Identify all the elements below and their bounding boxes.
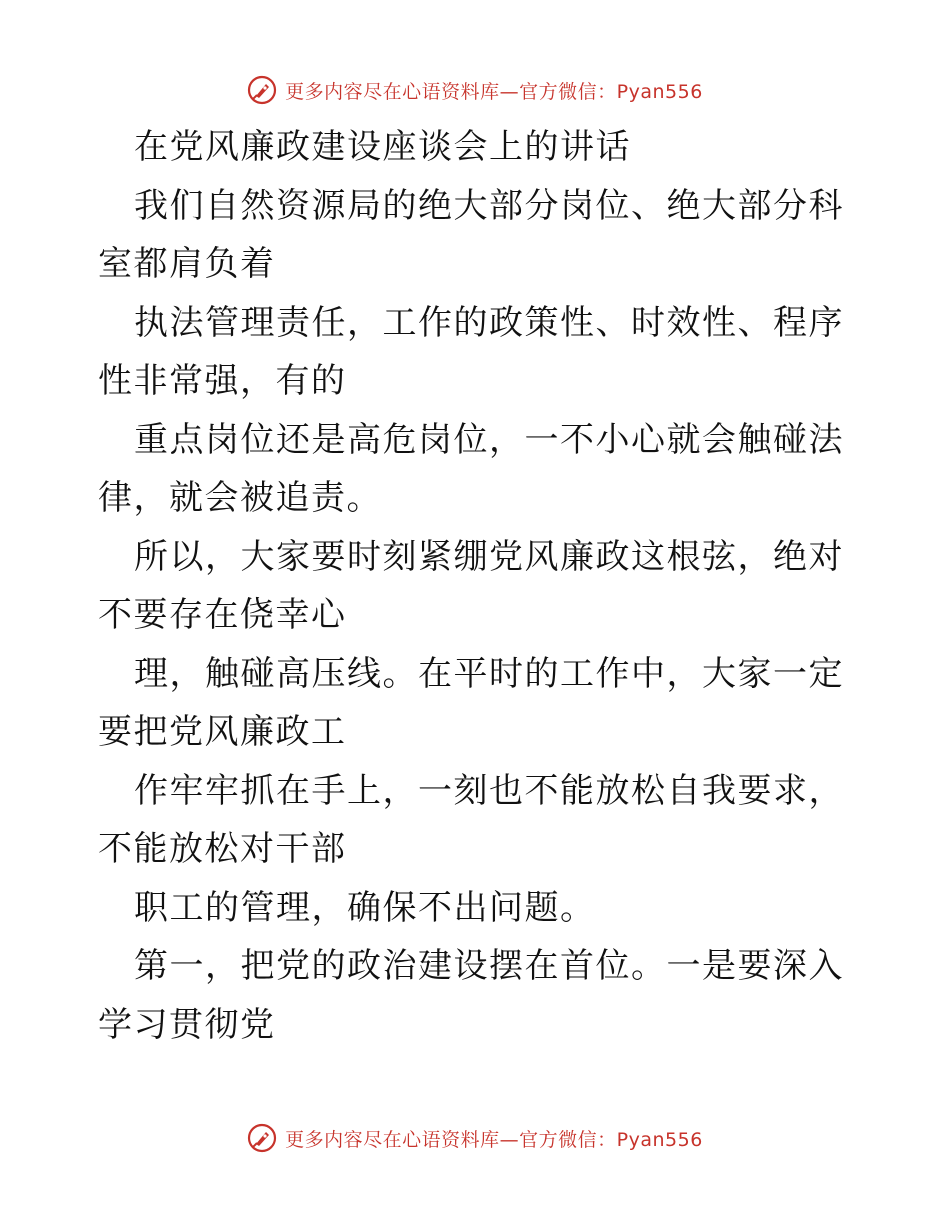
paragraph: 所以，大家要时刻紧绷党风廉政这根弦，绝对不要存在侥幸心: [98, 536, 844, 635]
document-body: [98, 118, 854, 1054]
paragraph: 理，触碰高压线。在平时的工作中，大家一定要把党风廉政工: [98, 653, 844, 752]
paragraph: 作牢牢抓在手上，一刻也不能放松自我要求，不能放松对干部: [98, 770, 844, 869]
paragraph: 职工的管理，确保不出问题。: [134, 887, 596, 928]
banner-text: 更多内容尽在心语资料库—官方微信：Pyan556: [285, 1128, 703, 1151]
document-title: 在党风廉政建设座谈会上的讲话: [134, 127, 631, 167]
paragraph: 我们自然资源局的绝大部分岗位、绝大部分科室都肩负着: [98, 185, 844, 284]
header-banner: [0, 70, 950, 110]
banner-text: 更多内容尽在心语资料库—官方微信：Pyan556: [285, 80, 703, 103]
paragraph: 重点岗位还是高危岗位，一不小心就会触碰法律，就会被追责。: [98, 419, 844, 518]
paragraph: 执法管理责任，工作的政策性、时效性、程序性非常强，有的: [98, 302, 844, 401]
pen-nib-logo-icon: [247, 1123, 277, 1153]
pen-nib-logo-icon: [247, 75, 277, 105]
paragraph: 第一，把党的政治建设摆在首位。一是要深入学习贯彻党: [98, 946, 844, 1045]
footer-banner: [0, 1118, 950, 1158]
